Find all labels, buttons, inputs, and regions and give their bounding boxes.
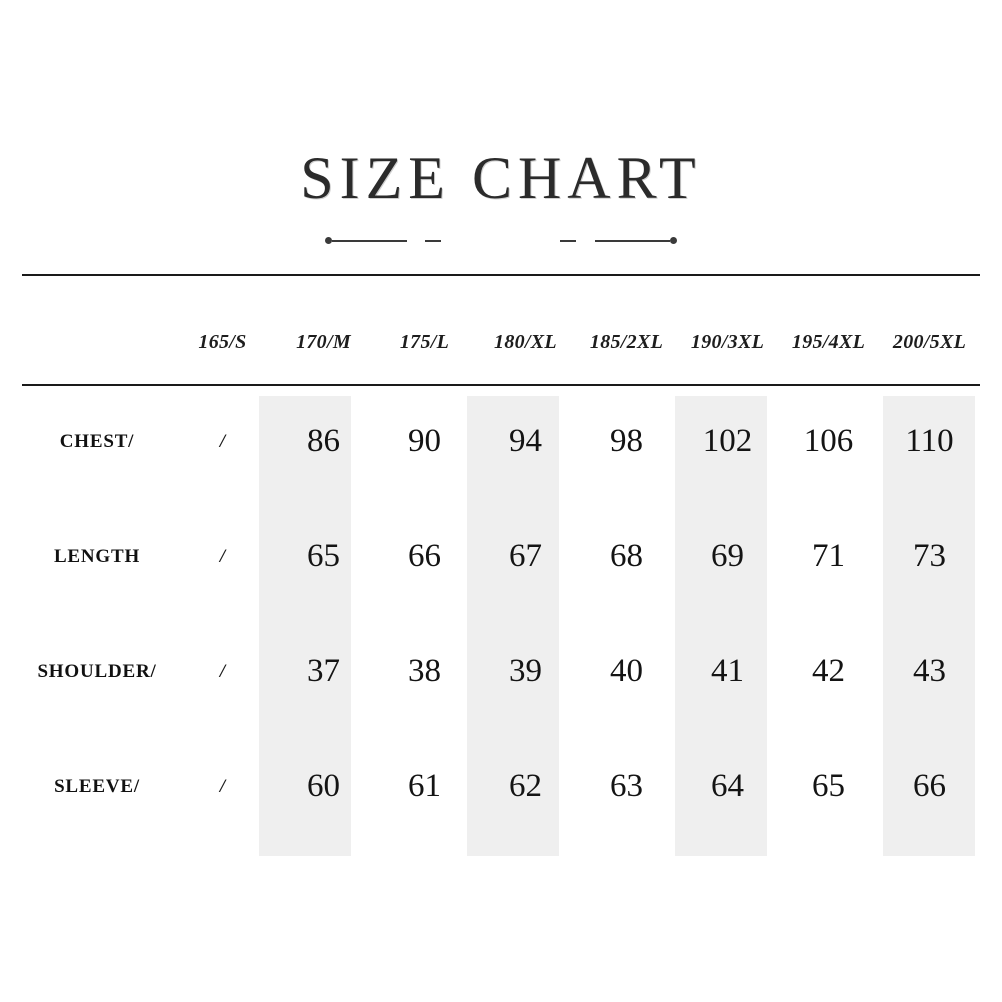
cell-sleeve-175l: 61 (408, 768, 441, 804)
cell-shoulder-195xxxxl: 42 (812, 653, 845, 689)
cell-chest-195xxxxl: 106 (803, 423, 854, 459)
cell-length-180xl: 67 (509, 538, 542, 574)
column-header-185xxl: 185/2XL (589, 330, 664, 353)
cell-chest-200xxxxxl: 110 (905, 423, 954, 459)
unit-marker-shoulder: / (219, 660, 226, 682)
cell-shoulder-170m: 37 (307, 653, 340, 689)
row-label-sleeve: SLEEVE/ (54, 775, 140, 797)
column-header-200xxxxxl: 200/5XL (892, 330, 967, 353)
header-row (22, 300, 980, 384)
cell-chest-170m: 86 (307, 423, 340, 459)
row-label-shoulder: SHOULDER/ (37, 660, 157, 682)
ornament-dash-left (425, 240, 441, 242)
ornament-dot-left (325, 237, 332, 244)
cell-sleeve-180xl: 62 (509, 768, 542, 804)
unit-marker-sleeve: / (219, 775, 226, 797)
table-row (22, 384, 980, 499)
title-ornament (0, 230, 1002, 252)
cell-length-195xxxxl: 71 (812, 538, 845, 574)
ornament-line-left (332, 240, 407, 242)
unit-marker-chest: / (219, 430, 226, 452)
cell-shoulder-200xxxxxl: 43 (913, 653, 946, 689)
column-header-180xl: 180/XL (494, 330, 557, 353)
cell-sleeve-185xxl: 63 (610, 768, 643, 804)
table-row (22, 614, 980, 729)
cell-sleeve-200xxxxxl: 66 (913, 768, 946, 804)
row-label-chest: CHEST/ (59, 430, 135, 452)
ornament-dot-right (670, 237, 677, 244)
cell-length-200xxxxxl: 73 (913, 538, 946, 574)
ornament-line-right (595, 240, 670, 242)
column-header-170m: 170/M (296, 330, 351, 353)
ornament-dash-right (560, 240, 576, 242)
table-corner-cell (22, 300, 172, 384)
unit-marker-length: / (219, 545, 226, 567)
table-row (22, 729, 980, 844)
cell-length-190xxxl: 69 (711, 538, 744, 574)
cell-sleeve-195xxxxl: 65 (812, 768, 845, 804)
table-body (22, 384, 980, 844)
divider-top (22, 274, 980, 276)
cell-shoulder-190xxxl: 41 (711, 653, 744, 689)
table-row (22, 499, 980, 614)
cell-length-185xxl: 68 (610, 538, 643, 574)
title-block (0, 145, 1002, 211)
size-table-wrapper (22, 300, 980, 844)
cell-length-175l: 66 (408, 538, 441, 574)
cell-shoulder-175l: 38 (408, 653, 441, 689)
cell-shoulder-180xl: 39 (509, 653, 542, 689)
column-header-175l: 175/L (399, 330, 450, 353)
page-title: SIZE CHART (300, 145, 702, 211)
column-header-165s: 165/S (198, 330, 247, 353)
cell-shoulder-185xxl: 40 (610, 653, 643, 689)
cell-chest-185xxl: 98 (610, 423, 643, 459)
cell-chest-180xl: 94 (509, 423, 542, 459)
cell-chest-175l: 90 (408, 423, 441, 459)
column-header-195xxxxl: 195/4XL (791, 330, 866, 353)
cell-sleeve-190xxxl: 64 (711, 768, 744, 804)
table-header (22, 300, 980, 384)
cell-length-170m: 65 (307, 538, 340, 574)
column-header-190xxxl: 190/3XL (690, 330, 765, 353)
size-table (22, 300, 980, 844)
cell-sleeve-170m: 60 (307, 768, 340, 804)
cell-chest-190xxxl: 102 (702, 423, 753, 459)
row-label-length: LENGTH (53, 545, 141, 567)
